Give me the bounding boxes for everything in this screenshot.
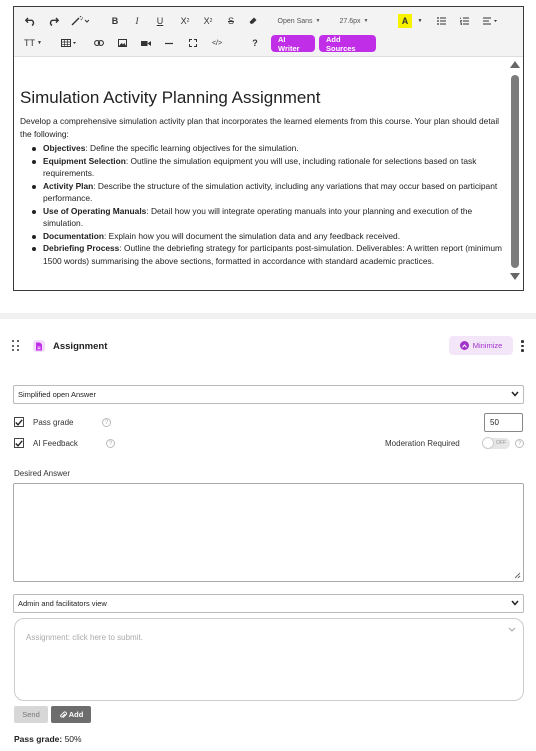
subscript-button[interactable]: X 2: [203, 16, 213, 26]
text-format-menu[interactable]: [23, 34, 43, 52]
list-item-term: Use of Operating Manuals: [43, 205, 147, 216]
requirements-list: [20, 142, 503, 267]
list-item: [20, 142, 503, 155]
resize-handle-icon[interactable]: [513, 571, 521, 579]
font-size-select[interactable]: [336, 12, 372, 30]
list-item-term: Objectives: [43, 143, 86, 153]
highlight-dropdown-chevron-icon[interactable]: ▼: [417, 18, 423, 24]
pass-grade-checkbox[interactable]: [14, 417, 24, 427]
bold-button[interactable]: B: [111, 16, 119, 26]
document-intro: Develop a comprehensive simulation activity plan that incorporates the learned elements from this course. Your plan should detail the following:: [20, 116, 500, 139]
superscript-label: X: [180, 16, 187, 26]
ai-feedback-help-icon[interactable]: ?: [106, 439, 115, 448]
pass-grade-summary-value: 50%: [64, 734, 82, 744]
redo-icon[interactable]: [46, 12, 60, 30]
chevron-down-icon[interactable]: [508, 627, 516, 632]
magic-wand-icon[interactable]: [69, 12, 91, 30]
superscript-button[interactable]: X 2: [180, 16, 190, 26]
help-button[interactable]: ?: [252, 38, 258, 48]
scroll-thumb[interactable]: [511, 75, 519, 268]
list-item: [20, 205, 503, 230]
more-options-icon[interactable]: [521, 340, 525, 352]
editor-toolbar: [14, 7, 523, 57]
list-item-term: Activity Plan: [43, 180, 94, 191]
minimize-label: Minimize: [472, 341, 503, 350]
add-label: Add: [68, 710, 84, 719]
ai-writer-button[interactable]: AI Writer: [271, 35, 315, 52]
moderation-toggle[interactable]: [482, 438, 510, 449]
send-button[interactable]: Send: [14, 706, 48, 723]
list-item: [20, 230, 503, 243]
text-format-label: TT: [24, 38, 36, 48]
editor-content[interactable]: [14, 58, 509, 290]
ai-feedback-checkbox[interactable]: [14, 438, 24, 448]
pass-grade-label: Pass grade: [33, 418, 74, 427]
scroll-up-arrow-icon[interactable]: [510, 61, 520, 68]
list-item-text: : Describe the structure of the simulation activity, including any variations that may occur based on participant performance.: [43, 180, 498, 203]
checkmark-icon: [15, 419, 23, 426]
add-button[interactable]: [51, 706, 91, 723]
ai-feedback-label: AI Feedback: [33, 439, 78, 448]
list-item: [20, 242, 503, 267]
video-icon[interactable]: [139, 34, 153, 52]
horizontal-rule-icon[interactable]: [162, 34, 176, 52]
undo-icon[interactable]: [23, 12, 37, 30]
toggle-state-label: OFF: [496, 440, 506, 446]
strikethrough-button[interactable]: S: [227, 16, 234, 26]
attachment-icon: [59, 711, 67, 719]
font-family-value: Open Sans: [277, 17, 313, 25]
view-mode-value: Admin and facilitators view: [18, 599, 107, 608]
link-icon[interactable]: [92, 34, 106, 52]
table-icon[interactable]: [58, 34, 80, 52]
document-title: Simulation Activity Planning Assignment: [20, 88, 321, 107]
list-item-text: : Define the specific learning objectives for the simulation.: [85, 143, 299, 153]
drag-handle-icon[interactable]: [12, 340, 20, 351]
subscript-label: X: [203, 16, 210, 26]
pass-grade-summary: [14, 734, 82, 744]
pass-grade-summary-label: Pass grade:: [14, 734, 63, 744]
highlight-color-button[interactable]: A: [398, 14, 412, 28]
list-item-text: : Detail how you will integrate operating manuals into your planning and execution of the simulation.: [43, 205, 473, 228]
chevron-down-icon: [511, 600, 519, 606]
minimize-icon: [460, 341, 469, 350]
list-item: [20, 180, 503, 205]
assignment-icon: [33, 340, 45, 352]
pass-grade-help-icon[interactable]: ?: [102, 418, 111, 427]
numbered-list-icon[interactable]: [457, 12, 471, 30]
submission-input[interactable]: [14, 618, 524, 701]
submission-placeholder: Assignment: click here to submit.: [26, 633, 143, 642]
editor-scrollbar[interactable]: [509, 59, 521, 287]
list-item-text: : Outline the simulation equipment you will use, including rationale for selections based on task requirements.: [43, 155, 477, 178]
moderation-help-icon[interactable]: ?: [515, 439, 524, 448]
code-view-button[interactable]: </>: [211, 39, 223, 47]
fullscreen-icon[interactable]: [186, 34, 200, 52]
list-item-term: Debriefing Process: [43, 243, 120, 253]
pass-grade-input[interactable]: 50: [484, 413, 523, 432]
toggle-knob: [482, 437, 494, 449]
font-size-value: 27.6px: [339, 17, 361, 25]
rich-text-editor: [13, 6, 524, 291]
view-mode-select[interactable]: [13, 594, 524, 613]
checkmark-icon: [15, 440, 23, 447]
minimize-button[interactable]: [449, 336, 513, 355]
scroll-down-arrow-icon[interactable]: [510, 273, 520, 280]
answer-type-value: Simplified open Answer: [18, 390, 96, 399]
image-icon[interactable]: [115, 34, 129, 52]
list-item-term: Equipment Selection: [43, 155, 126, 166]
desired-answer-textarea[interactable]: [13, 483, 524, 582]
list-item-term: Documentation: [43, 230, 104, 241]
add-sources-button[interactable]: Add Sources: [319, 35, 376, 52]
underline-button[interactable]: U: [156, 16, 164, 26]
list-item-text: : Outline the debriefing strategy for participants post-simulation. Deliverables: A written report (minimum 1500 words) summarising the above sections, formatted in accordance with standard academic practices.: [43, 243, 502, 266]
assignment-title: Assignment: [53, 341, 108, 352]
list-item-text: : Explain how you will document the simulation data and any feedback received.: [103, 230, 401, 241]
font-family-select[interactable]: [274, 12, 324, 30]
italic-button[interactable]: I: [135, 16, 139, 26]
section-divider: [0, 313, 536, 319]
eraser-icon[interactable]: [246, 12, 260, 30]
answer-type-select[interactable]: [13, 385, 524, 404]
desired-answer-label: Desired Answer: [14, 469, 71, 478]
bullet-list-icon[interactable]: [434, 12, 448, 30]
chevron-down-icon: ▼: [315, 18, 321, 24]
list-item: [20, 155, 503, 180]
chevron-down-icon: [511, 391, 519, 397]
chevron-down-icon: ▼: [363, 18, 369, 24]
align-menu-icon[interactable]: [480, 12, 500, 30]
moderation-label: Moderation Required: [385, 439, 460, 448]
chevron-down-icon: ▼: [37, 40, 42, 46]
